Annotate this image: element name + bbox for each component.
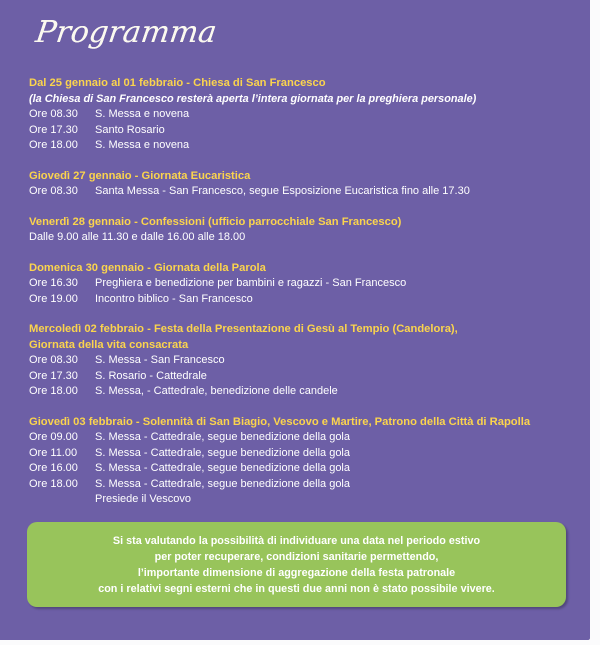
schedule-content bbox=[29, 76, 574, 523]
schedule-row bbox=[29, 477, 574, 493]
section-heading: Mercoledì 02 febbraio - Festa della Presentazione di Gesù al Tempio (Candelora), bbox=[29, 323, 458, 335]
section-heading: Giovedì 27 gennaio - Giornata Eucaristica bbox=[29, 169, 251, 182]
schedule-row bbox=[29, 461, 574, 477]
schedule-row bbox=[29, 430, 574, 446]
schedule-description: S. Messa - Cattedrale, segue benedizione della gola bbox=[95, 462, 350, 474]
schedule-time: Ore 18.00 bbox=[29, 139, 78, 151]
schedule-row bbox=[29, 107, 574, 123]
schedule-time: Ore 09.00 bbox=[29, 431, 78, 443]
section-heading: Giovedì 03 febbraio - Solennità di San Biagio, Vescovo e Martire, Patrono della Città di Rapolla bbox=[29, 415, 531, 428]
schedule-row bbox=[29, 138, 574, 154]
schedule-description: Santo Rosario bbox=[95, 123, 165, 136]
schedule-row bbox=[29, 184, 574, 200]
callout-line: l’importante dimensione di aggregazione della festa patronale bbox=[137, 566, 456, 579]
schedule-section-eucharistic-day bbox=[29, 169, 574, 200]
schedule-time: Ore 08.30 bbox=[29, 185, 78, 197]
schedule-description: S. Rosario - Cattedrale bbox=[95, 369, 207, 382]
callout-line: con i relativi segni esterni che in questi due anni non è stato possibile vivere. bbox=[98, 582, 495, 595]
schedule-description: S. Messa, - Cattedrale, benedizione delle candele bbox=[95, 385, 338, 397]
schedule-time: Ore 08.30 bbox=[29, 354, 78, 366]
schedule-section-word-day bbox=[29, 261, 574, 308]
schedule-row bbox=[29, 276, 574, 292]
section-heading: Venerdì 28 gennaio - Confessioni (ufficio parrocchiale San Francesco) bbox=[29, 215, 402, 228]
schedule-time: Ore 18.00 bbox=[29, 385, 78, 397]
schedule-description: S. Messa - Cattedrale, segue benedizione della gola bbox=[95, 477, 350, 490]
section-heading: Dal 25 gennaio al 01 febbraio - Chiesa di San Francesco bbox=[29, 77, 326, 89]
schedule-section-san-biagio bbox=[29, 415, 574, 508]
section-plain-text: Dalle 9.00 alle 11.30 e dalle 16.00 alle 18.00 bbox=[29, 231, 246, 243]
section-heading: Domenica 30 gennaio - Giornata della Parola bbox=[29, 261, 266, 274]
schedule-time: Ore 08.30 bbox=[29, 108, 78, 120]
schedule-description: S. Messa e novena bbox=[95, 139, 190, 151]
schedule-time: Ore 19.00 bbox=[29, 292, 78, 305]
schedule-row bbox=[29, 292, 574, 308]
schedule-row bbox=[29, 384, 574, 400]
schedule-description: S. Messa - Cattedrale, segue benedizione della gola bbox=[95, 431, 350, 443]
page-title: Programma bbox=[33, 15, 220, 50]
schedule-time: Ore 17.30 bbox=[29, 123, 78, 136]
schedule-time: Ore 17.30 bbox=[29, 369, 78, 382]
schedule-row bbox=[29, 446, 574, 462]
schedule-description: S. Messa e novena bbox=[95, 108, 190, 120]
summer-festival-callout bbox=[27, 522, 566, 607]
schedule-description: Incontro biblico - San Francesco bbox=[95, 292, 253, 305]
schedule-description: S. Messa - Cattedrale, segue benedizione della gola bbox=[95, 446, 350, 459]
schedule-row bbox=[29, 353, 574, 369]
schedule-description: Santa Messa - San Francesco, segue Esposizione Eucaristica fino alle 17.30 bbox=[95, 185, 470, 197]
schedule-time: Ore 16.30 bbox=[29, 277, 78, 289]
schedule-description: S. Messa - San Francesco bbox=[95, 354, 225, 366]
schedule-time: Ore 11.00 bbox=[29, 446, 78, 459]
callout-line: Si sta valutando la possibilità di individuare una data nel periodo estivo bbox=[112, 534, 481, 547]
presiding-note: Presiede il Vescovo bbox=[95, 493, 191, 505]
schedule-row bbox=[29, 369, 574, 385]
schedule-section-confessions bbox=[29, 215, 574, 246]
schedule-section-candlemas bbox=[29, 322, 574, 400]
section-heading-continued: Giornata della vita consacrata bbox=[29, 338, 189, 351]
schedule-description: Preghiera e benedizione per bambini e ragazzi - San Francesco bbox=[95, 277, 407, 289]
schedule-time: Ore 16.00 bbox=[29, 462, 78, 474]
callout-line: per poter recuperare, condizioni sanitarie permettendo, bbox=[154, 550, 439, 563]
schedule-time: Ore 18.00 bbox=[29, 477, 78, 490]
schedule-section-novena bbox=[29, 76, 574, 154]
section-note: (la Chiesa di San Francesco resterà aperta l’intera giornata per la preghiera personale) bbox=[29, 92, 477, 105]
schedule-row bbox=[29, 123, 574, 139]
